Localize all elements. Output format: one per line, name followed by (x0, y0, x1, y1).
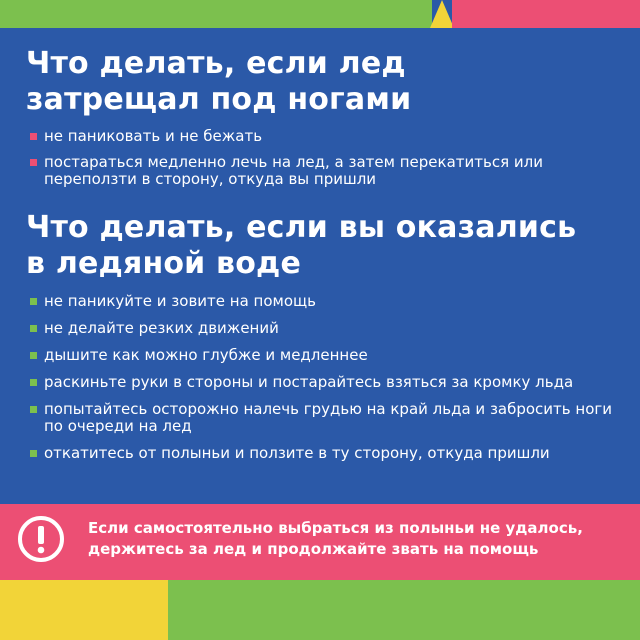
list-item (30, 401, 620, 435)
top-pink-stripe (452, 0, 640, 28)
top-green-stripe (0, 0, 432, 28)
green-bullet-icon (30, 379, 37, 386)
exclamation-circle-icon (16, 514, 66, 564)
list-item-text: дышите как можно глубже и медленнее (44, 346, 368, 364)
list-item-text: не делайте резких движений (44, 319, 279, 337)
bottom-green-block (168, 580, 640, 640)
list-item-text: попытайтесь осторожно налечь грудью на край льда и забросить ноги по очереди на лед (44, 400, 613, 435)
green-bullet-icon (30, 325, 37, 332)
list-item (30, 347, 620, 364)
green-bullet-icon (30, 298, 37, 305)
section1-title-line1: Что делать, если лед (26, 46, 406, 81)
section1-title (26, 46, 411, 118)
list-item-text: не паникуйте и зовите на помощь (44, 292, 316, 310)
list-item-text: откатитесь от полыньи и ползите в ту сторону, откуда пришли (44, 444, 550, 462)
alert-message (88, 518, 628, 560)
alert-banner (0, 504, 640, 580)
bottom-yellow-block (0, 580, 168, 640)
list-item (30, 445, 620, 462)
section2-title-line1: Что делать, если вы оказались (26, 210, 577, 245)
list-item (30, 128, 620, 145)
section1-title-line2: затрещал под ногами (26, 82, 412, 117)
list-item (30, 154, 620, 188)
list-item (30, 293, 620, 310)
section2-title (26, 210, 576, 282)
section1-list (30, 128, 620, 197)
alert-line1: Если самостоятельно выбраться из полыньи не удалось, (88, 519, 583, 537)
list-item (30, 320, 620, 337)
list-item (30, 374, 620, 391)
pink-bullet-icon (30, 133, 37, 140)
alert-line2: держитесь за лед и продолжайте звать на помощь (88, 540, 539, 558)
green-bullet-icon (30, 450, 37, 457)
top-decor-band (0, 0, 640, 28)
section2-list (30, 293, 620, 472)
list-item-text: раскиньте руки в стороны и постарайтесь взяться за кромку льда (44, 373, 574, 391)
top-yellow-triangle (430, 0, 454, 28)
green-bullet-icon (30, 406, 37, 413)
pink-bullet-icon (30, 159, 37, 166)
section2-title-line2: в ледяной воде (26, 246, 302, 281)
green-bullet-icon (30, 352, 37, 359)
list-item-text: не паниковать и не бежать (44, 127, 263, 145)
list-item-text: постараться медленно лечь на лед, а затем перекатиться или переползти в сторону, откуда вы пришли (44, 153, 543, 188)
